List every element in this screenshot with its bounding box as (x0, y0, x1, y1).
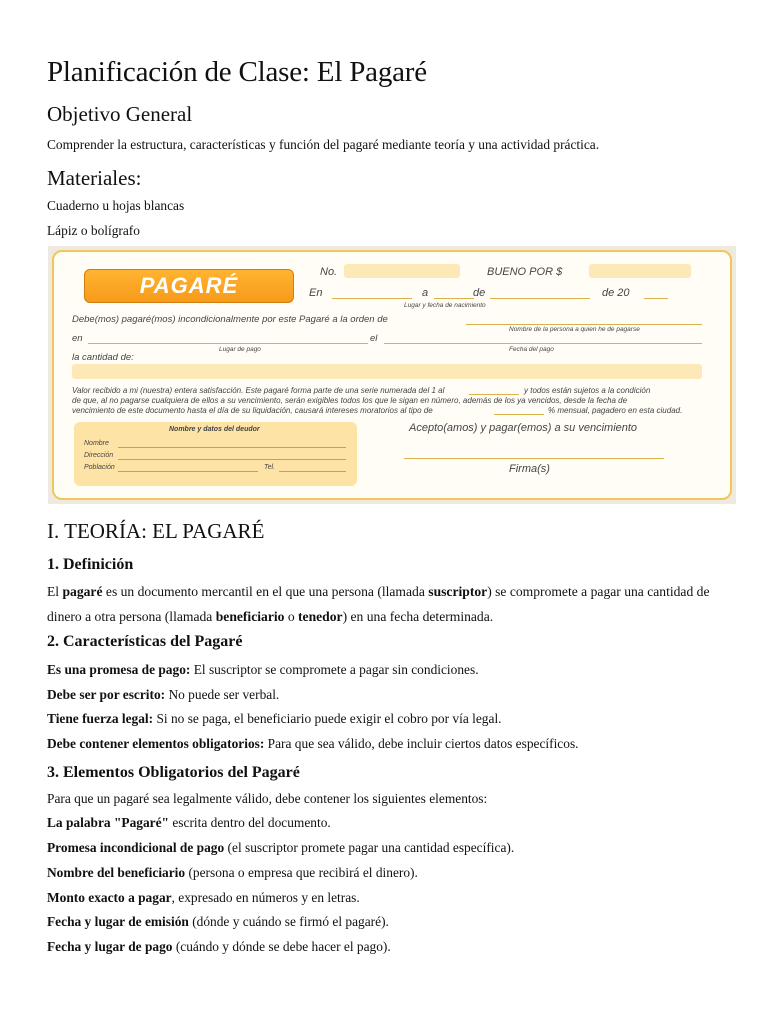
elemento-item: Fecha y lugar de pago (cuándo y dónde se debe hacer el pago). (47, 939, 391, 954)
fecha-pago-caption: Fecha del pago (509, 346, 554, 353)
page-title: Planificación de Clase: El Pagaré (47, 56, 427, 88)
el-label: el (370, 333, 378, 344)
orden-line (466, 324, 702, 325)
bueno-por-field (589, 264, 691, 278)
fecha-pago-line (384, 343, 702, 344)
de-label: de (473, 287, 486, 299)
bueno-por-label: BUENO POR $ (487, 266, 563, 278)
nombre-label: Nombre (84, 440, 109, 447)
objetivo-heading: Objetivo General (47, 102, 193, 126)
nombre-persona-caption: Nombre de la persona a quien he de pagarse (509, 326, 640, 333)
elemento-item: La palabra "Pagaré" escrita dentro del documento. (47, 815, 331, 830)
definicion-paragraph: El pagaré es un documento mercantil en el que una persona (llamada suscriptor) se compromete a pagar una cantidad de dinero a otra persona (llamada beneficiario o tenedor) en una fecha determinada. (47, 584, 710, 624)
materiales-item: Cuaderno u hojas blancas (47, 198, 185, 213)
valor-text-3: vencimiento de este documento hasta el día de su liquidación, causará intereses moratorios al tipo de (72, 406, 433, 415)
caracteristica-item: Debe contener elementos obligatorios: Para que sea válido, debe incluir ciertos datos específicos. (47, 736, 579, 751)
pagare-image (48, 246, 736, 504)
no-label: No. (320, 266, 338, 278)
valor-text-3b: % mensual, pagadero en esta ciudad. (548, 406, 683, 415)
direccion-label: Dirección (84, 452, 114, 459)
valor-text-2: de que, al no pagarse cualquiera de ellos a su vencimiento, serán exigibles todos los que le sigan en número, además de los ya vencidos, desde la fecha de (72, 396, 628, 405)
tel-line (279, 471, 346, 472)
en2-label: en (72, 333, 83, 344)
pagare-title: PAGARÉ (84, 269, 294, 303)
en-label: En (309, 287, 323, 299)
deudor-box (74, 422, 357, 486)
lugar-fecha-caption: Lugar y fecha de nacimiento (404, 302, 486, 309)
lugar-pago-line (88, 343, 368, 344)
acepto-text: Acepto(amos) y pagar(emos) a su vencimiento (409, 422, 638, 434)
cantidad-label: la cantidad de: (72, 352, 134, 363)
pagare-form (52, 250, 732, 500)
caracteristica-item: Tiene fuerza legal: Si no se paga, el beneficiario puede exigir el cobro por vía legal. (47, 711, 502, 726)
caracteristica-item: Debe ser por escrito: No puede ser verbal. (47, 687, 280, 702)
de-line (490, 298, 590, 299)
no-field (344, 264, 460, 278)
definicion-heading: 1. Definición (47, 556, 134, 573)
elemento-item: Monto exacto a pagar, expresado en números y en letras. (47, 890, 360, 905)
a-label: a (422, 287, 429, 299)
teoria-heading: I. TEORÍA: EL PAGARÉ (47, 519, 265, 543)
elementos-intro: Para que un pagaré sea legalmente válido, debe contener los siguientes elementos: (47, 791, 488, 806)
firma-line (404, 458, 664, 459)
poblacion-line (118, 471, 258, 472)
valor-text-1: Valor recibido a mi (nuestra) entera satisfacción. Este pagaré forma parte de una serie numerada del 1 al (72, 386, 445, 395)
caracteristica-item: Es una promesa de pago: El suscriptor se compromete a pagar sin condiciones. (47, 662, 479, 677)
valor-text-1b: y todos están sujetos a la condición (524, 386, 651, 395)
materiales-heading: Materiales: (47, 166, 142, 190)
nombre-line (118, 447, 346, 448)
serie-line (469, 394, 519, 395)
caracteristicas-heading: 2. Características del Pagaré (47, 633, 243, 650)
interes-line (494, 414, 544, 415)
elemento-item: Nombre del beneficiario (persona o empresa que recibirá el dinero). (47, 865, 418, 880)
deudor-title: Nombre y datos del deudor (169, 426, 260, 433)
en-line (332, 298, 412, 299)
tel-label: Tel. (264, 464, 276, 471)
objetivo-text: Comprender la estructura, características y función del pagaré mediante teoría y una actividad práctica. (47, 137, 600, 152)
elemento-item: Promesa incondicional de pago (el suscriptor promete pagar una cantidad específica). (47, 840, 515, 855)
cantidad-field (72, 364, 702, 379)
debe-text: Debe(mos) pagaré(mos) incondicionalmente por este Pagaré a la orden de (72, 314, 388, 325)
lugar-pago-caption: Lugar de pago (219, 346, 261, 353)
poblacion-label: Población (84, 464, 115, 471)
a-line (434, 298, 474, 299)
elemento-item: Fecha y lugar de emisión (dónde y cuándo se firmó el pagaré). (47, 914, 389, 929)
elementos-heading: 3. Elementos Obligatorios del Pagaré (47, 764, 300, 781)
de20-label: de 20 (602, 287, 630, 299)
materiales-item: Lápiz o bolígrafo (47, 223, 140, 238)
direccion-line (118, 459, 346, 460)
year-line (644, 298, 668, 299)
firma-label: Firma(s) (509, 463, 550, 475)
